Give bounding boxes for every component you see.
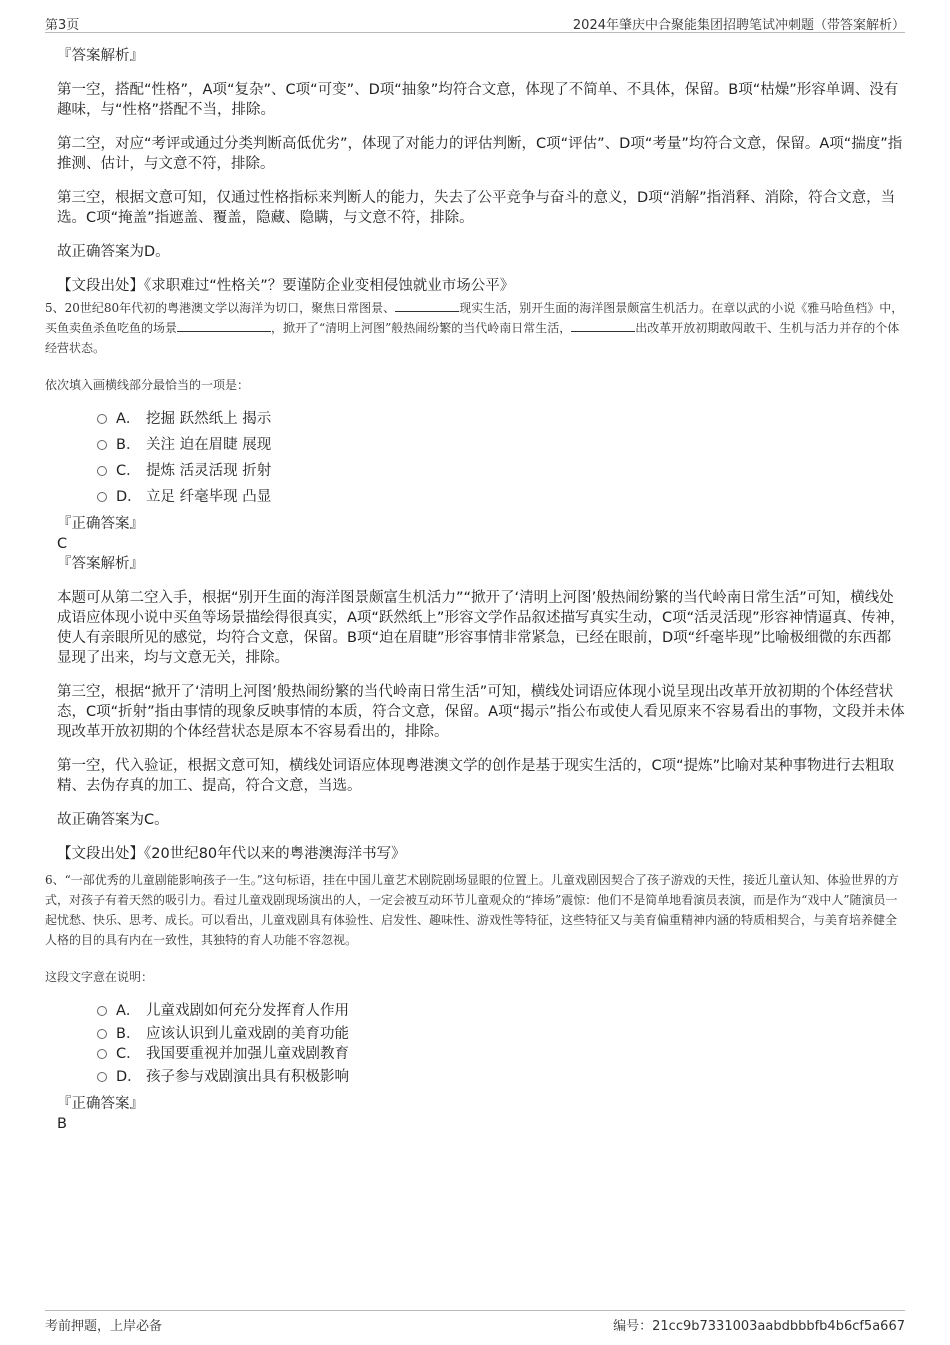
radio-icon[interactable] [97,1072,107,1082]
question-6-text: 6、“一部优秀的儿童剧能影响孩子一生。”这句标语，挂在中国儿童艺术剧院剧场显眼的位置上。儿童戏剧因契合了孩子游戏的天性，接近儿童认知、体验世界的方式，对孩子有着天然的吸引力。看过儿童戏剧现场演出的人，一定会被互动环节儿童观众的“捧场”震惊：他们不是简单地看演员表演，而是作为“戏中人”随演员一起忧愁、快乐、思考、成长。可以看出，儿童戏剧具有体验性、启发性、趣味性、游戏性等特征，这些特征又与美育偏重精神内涵的特质相契合，与美育培养健全人格的目的具有内在一致性，其独特的育人功能不容忽视。 [45,873,899,947]
page-footer [45,1310,905,1337]
analysis-paragraph: 第一空，搭配“性格”，A项“复杂”、C项“可变”、D项“抽象”均符合文意，体现了不简单、不具体，保留。B项“枯燥”形容单调、没有趣味，与“性格”搭配不当，排除。 [57,82,899,118]
page-header [45,12,905,33]
option-b[interactable]: B． 应该认识到儿童戏剧的美育功能 [97,1024,905,1044]
analysis-label: 『答案解析』 [57,556,144,572]
analysis-paragraph: 第三空，根据“掀开了‘清明上河图’般热闹纷繁的当代岭南日常生活”可知，横线处词语应体现小说呈现出改革开放初期的个体经营状态，C项“折射”指由事情的现象反映事情的本质，符合文意，保留。A项“揭示”指公布或使人看见原来不容易看出的事物，文段并未体现改革开放初期的个体经营状态是原本不容易看出的，排除。 [57,684,905,740]
answer-blank [177,319,271,332]
radio-icon[interactable] [97,1029,107,1039]
analysis-paragraph: 第一空，代入验证，根据文意可知，横线处词语应体现粤港澳文学的创作是基于现实生活的，C项“提炼”比喻对某种事物进行去粗取精、去伪存真的加工、提高，符合文意，当选。 [57,758,895,794]
question-6-prompt: 这段文字意在说明： [45,970,154,984]
radio-icon[interactable] [97,1049,107,1059]
document-title: 2024年肇庆中合聚能集团招聘笔试冲刺题（带答案解析） [572,18,905,33]
question-5-options [97,406,905,510]
footer-slogan: 考前押题，上岸必备 [45,1319,163,1334]
option-a[interactable]: A． 挖掘 跃然纸上 揭示 [97,406,905,432]
answer-blank [395,299,459,312]
analysis-conclusion: 故正确答案为D。 [57,244,170,260]
option-a[interactable]: A． 儿童戏剧如何充分发挥育人作用 [97,998,905,1024]
analysis-conclusion: 故正确答案为C。 [57,812,169,828]
analysis-paragraph: 第二空，对应“考评或通过分类判断高低优劣”，体现了对能力的评估判断，C项“评估”、D项“考量”均符合文意，保留。A项“揣度”指推测、估计，与文意不符，排除。 [57,136,903,172]
option-d[interactable]: D． 立足 纤毫毕现 凸显 [97,484,905,510]
question-5-prompt: 依次填入画横线部分最恰当的一项是： [45,378,250,392]
answer-blank [571,319,635,332]
page-content [45,42,905,1134]
question-5-text: 5、20世纪80年代初的粤港澳文学以海洋为切口，聚焦日常图景、 现实生活，别开生面的海洋图景颇富生机活力。在章以武的小说《雅马哈鱼档》中，买鱼卖鱼杀鱼吃鱼的场景 ，掀开了“清明上河图”般热闹纷繁的当代岭南日常生活， 出改革开放初期敢闯敢干、生机与活力并存的个体经营状态。 [45,301,904,355]
analysis-label: 『答案解析』 [57,48,144,64]
option-c[interactable]: C． 我国要重视并加强儿童戏剧教育 [97,1044,905,1064]
radio-icon[interactable] [97,414,107,424]
source-citation: 【文段出处】《20世纪80年代以来的粤港澳海洋书写》 [57,846,406,862]
analysis-paragraph: 本题可从第二空入手，根据“别开生面的海洋图景颇富生机活力”“掀开了‘清明上河图’般热闹纷繁的当代岭南日常生活”可知，横线处成语应体现小说中买鱼等场景描绘得很真实，A项“跃然纸上”形容文学作品叙述描写真实生动，C项“活灵活现”形容神情逼真、传神，使人有亲眼所见的感觉，均符合文意，保留。B项“迫在眉睫”形容事情非常紧急，已经在眼前，D项“纤毫毕现”比喻极细微的东西都显现了出来，均与文意无关，排除。 [57,590,905,666]
question-6-options [97,998,905,1090]
radio-icon[interactable] [97,492,107,502]
document-id: 编号：21cc9b7331003aabdbbbfb4b6cf5a667 [613,1319,905,1334]
radio-icon[interactable] [97,466,107,476]
source-citation: 【文段出处】《求职难过“性格关”？要谨防企业变相侵蚀就业市场公平》 [57,278,515,294]
radio-icon[interactable] [97,1006,107,1016]
correct-answer-label: 『正确答案』 [57,516,144,532]
page-number: 第3页 [45,18,80,33]
correct-answer-label: 『正确答案』 [57,1096,144,1112]
correct-answer: C [57,536,68,552]
option-c[interactable]: C． 提炼 活灵活现 折射 [97,458,905,484]
option-b[interactable]: B． 关注 迫在眉睫 展现 [97,432,905,458]
correct-answer: B [57,1116,67,1132]
option-d[interactable]: D． 孩子参与戏剧演出具有积极影响 [97,1064,905,1090]
analysis-paragraph: 第三空，根据文意可知，仅通过性格指标来判断人的能力，失去了公平竞争与奋斗的意义，D项“消解”指消释、消除，符合文意，当选。C项“掩盖”指遮盖、覆盖，隐藏、隐瞒，与文意不符，排除。 [57,190,896,226]
radio-icon[interactable] [97,440,107,450]
